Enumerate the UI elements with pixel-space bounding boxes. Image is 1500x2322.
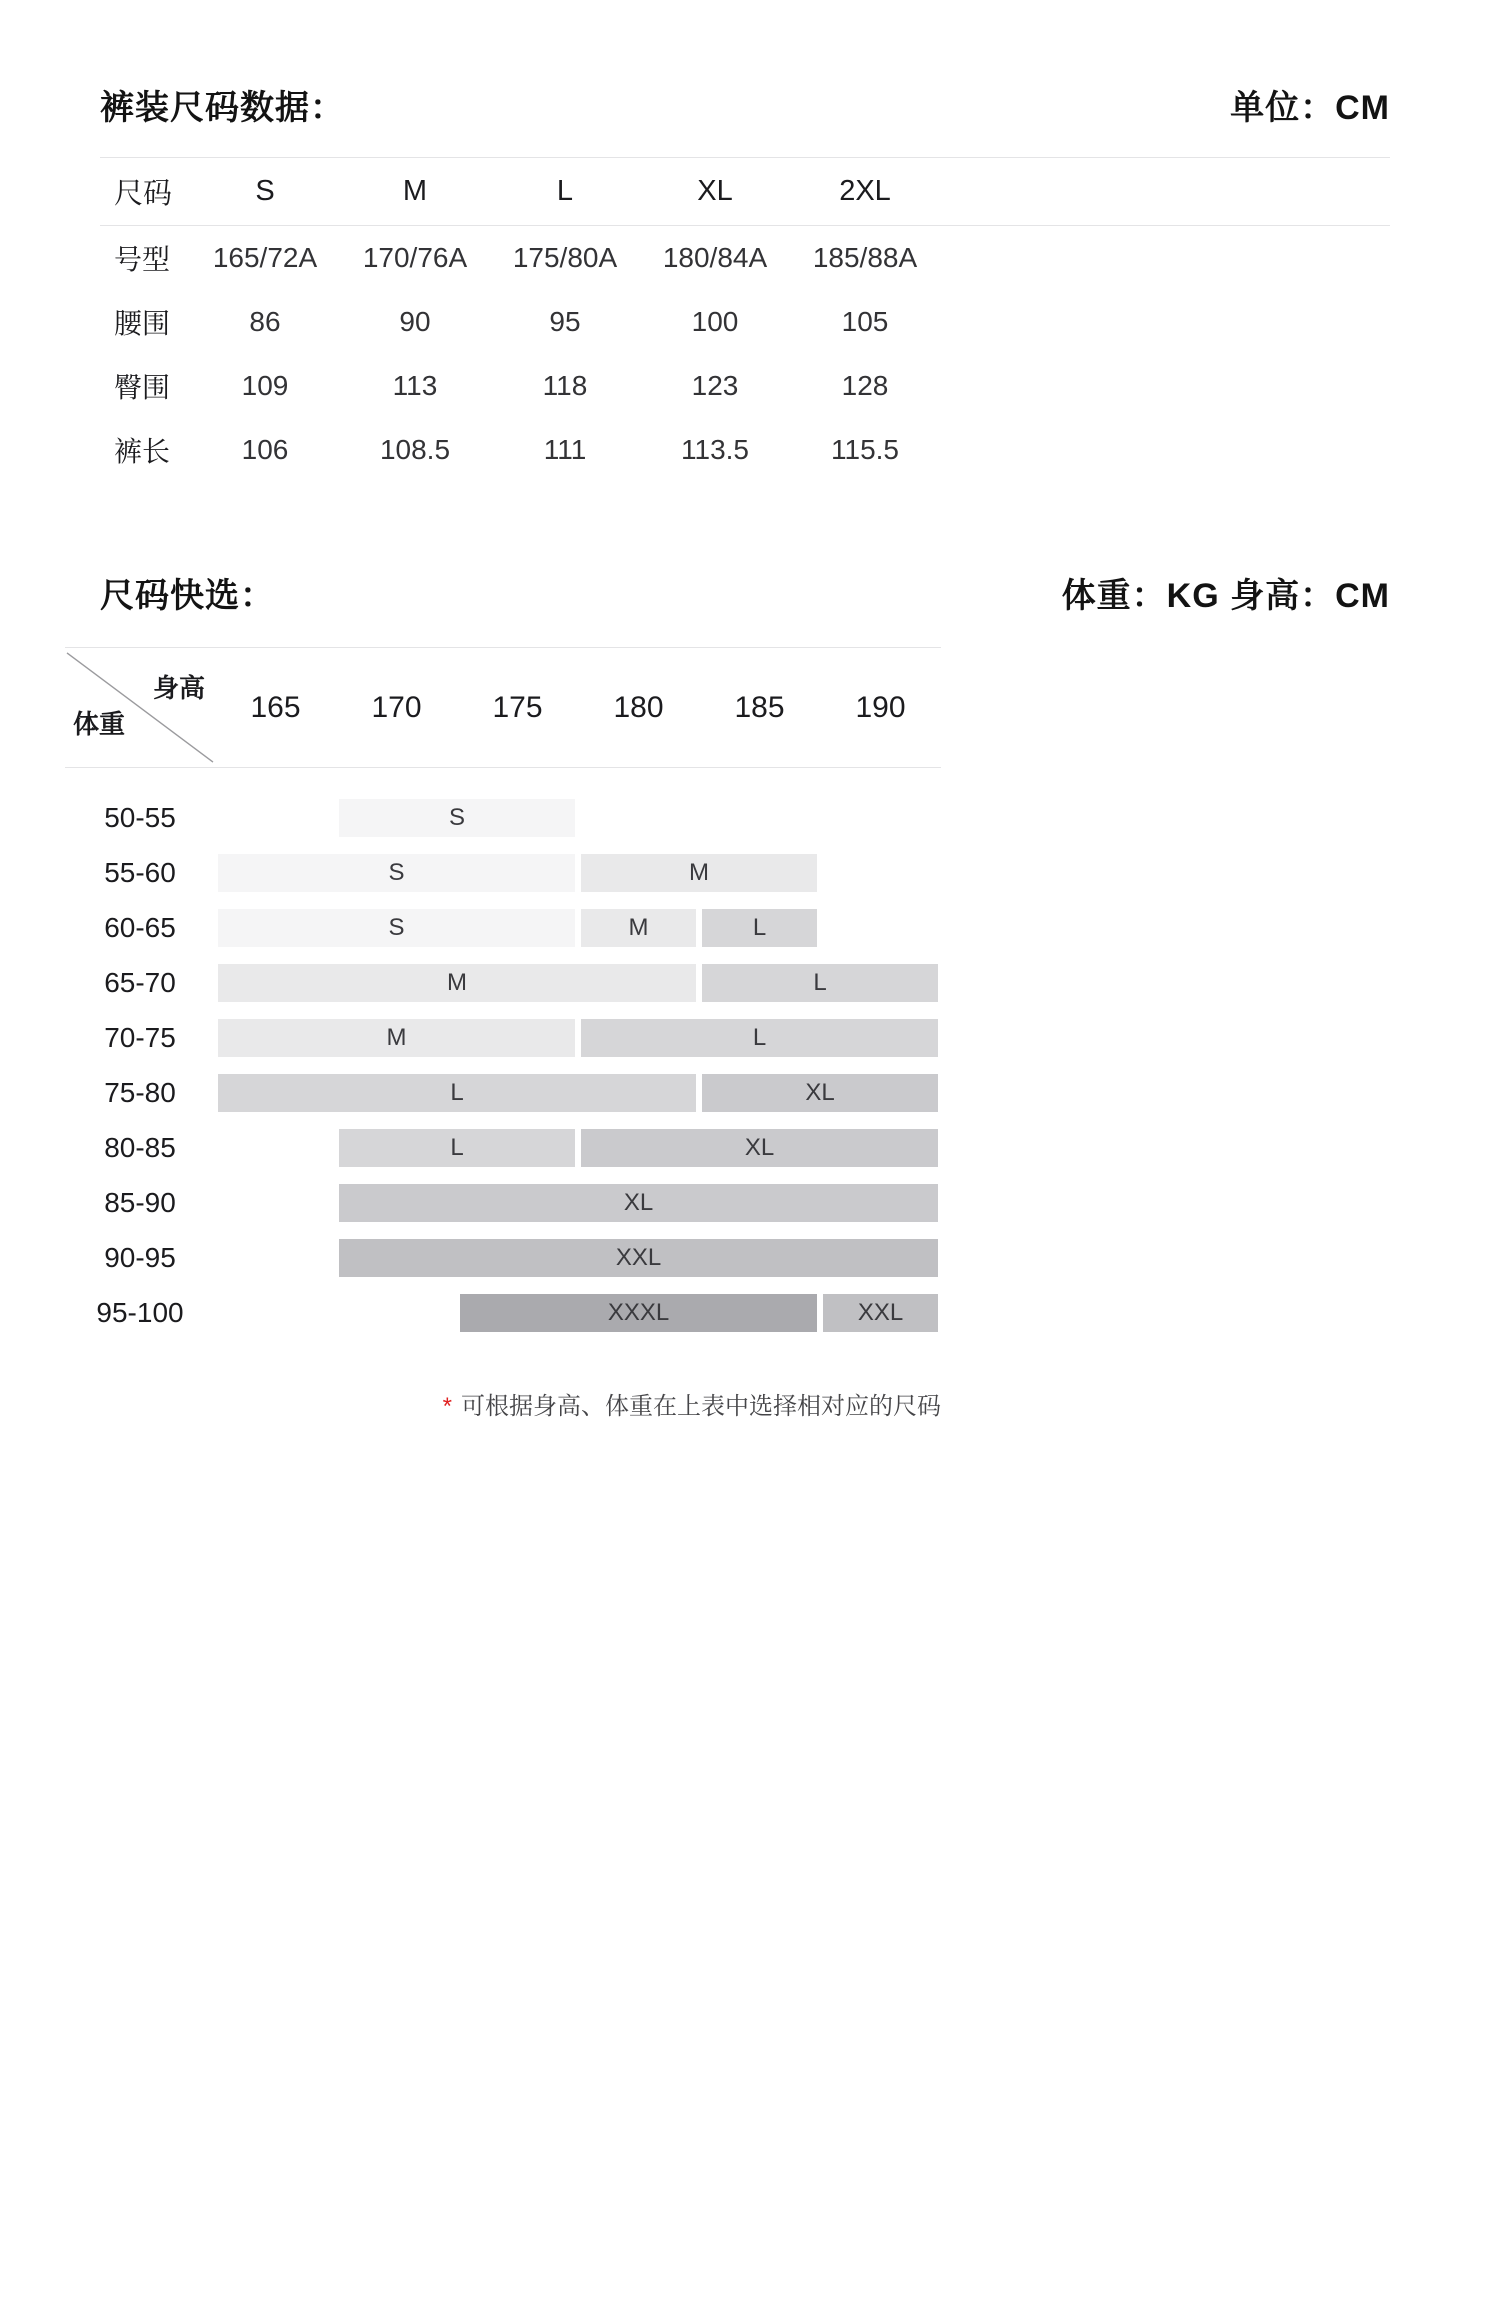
pants-value-cell: 113 xyxy=(392,370,438,401)
pants-row-label: 腰围 xyxy=(114,308,171,339)
weight-range-label: 70-75 xyxy=(104,1021,176,1053)
footnote-asterisk: * xyxy=(442,1393,452,1420)
quick-select-row xyxy=(65,790,941,845)
height-column-header: 175 xyxy=(492,690,543,724)
quick-select-row xyxy=(65,1230,941,1285)
pants-table-unit-label: 单位：CM xyxy=(1230,89,1390,127)
pants-size-header: L xyxy=(556,175,574,207)
pants-table-section-header xyxy=(100,0,1390,129)
corner-cell xyxy=(65,648,215,767)
corner-label-weight: 体重 xyxy=(73,709,126,739)
quick-select-row xyxy=(65,845,941,900)
size-band: S xyxy=(218,854,575,892)
height-column-header: 180 xyxy=(613,690,664,724)
quick-select-row xyxy=(65,900,941,955)
size-band: L xyxy=(702,964,938,1002)
height-column-header: 170 xyxy=(371,690,422,724)
height-column-header: 165 xyxy=(250,690,301,724)
weight-range-label: 60-65 xyxy=(104,911,176,943)
pants-table-row xyxy=(100,226,1390,290)
pants-value-cell: 106 xyxy=(241,434,289,465)
size-band: M xyxy=(218,1019,575,1057)
corner-label-height: 身高 xyxy=(152,673,205,703)
pants-value-cell: 170/76A xyxy=(362,242,468,273)
size-band: XXL xyxy=(823,1294,938,1332)
quick-select-row xyxy=(65,1120,941,1175)
pants-row-label: 臀围 xyxy=(114,372,171,403)
pants-value-cell: 115.5 xyxy=(831,434,899,465)
pants-value-cell: 108.5 xyxy=(379,434,451,465)
pants-value-cell: 175/80A xyxy=(512,242,618,273)
pants-value-cell: 111 xyxy=(543,434,587,465)
pants-value-cell: 86 xyxy=(249,306,281,337)
size-band: XXL xyxy=(339,1239,938,1277)
pants-value-cell: 100 xyxy=(691,306,739,337)
weight-range-label: 80-85 xyxy=(104,1131,176,1163)
pants-row-label: 裤长 xyxy=(114,436,171,467)
weight-range-label: 65-70 xyxy=(104,966,176,998)
size-band: M xyxy=(581,854,817,892)
footnote xyxy=(65,1386,941,1421)
quick-select-row xyxy=(65,955,941,1010)
quick-select-table xyxy=(65,647,941,1340)
pants-header-label: 尺码 xyxy=(114,178,173,210)
quick-select-title: 尺码快选： xyxy=(100,577,275,615)
height-column-header: 185 xyxy=(734,690,785,724)
size-band: XL xyxy=(339,1184,938,1222)
pants-size-header: S xyxy=(255,175,275,207)
pants-table-row xyxy=(100,418,1390,482)
size-band: L xyxy=(339,1129,575,1167)
pants-table-row xyxy=(100,354,1390,418)
size-band: S xyxy=(218,909,575,947)
pants-table-header-row xyxy=(100,158,1390,226)
quick-select-row xyxy=(65,1065,941,1120)
height-column-header: 190 xyxy=(855,690,906,724)
quick-select-section-header xyxy=(100,568,1390,617)
weight-range-label: 85-90 xyxy=(104,1186,176,1218)
size-band: L xyxy=(218,1074,696,1112)
pants-value-cell: 123 xyxy=(691,370,739,401)
size-band: XL xyxy=(581,1129,938,1167)
weight-range-label: 50-55 xyxy=(104,801,176,833)
weight-range-label: 95-100 xyxy=(96,1296,184,1328)
pants-value-cell: 109 xyxy=(241,370,289,401)
size-band: XXXL xyxy=(460,1294,817,1332)
pants-row-label: 号型 xyxy=(114,244,171,275)
pants-table-title: 裤装尺码数据： xyxy=(100,89,345,127)
size-band: S xyxy=(339,799,575,837)
size-band: M xyxy=(218,964,696,1002)
pants-value-cell: 185/88A xyxy=(812,242,918,273)
weight-range-label: 75-80 xyxy=(104,1076,176,1108)
quick-select-row xyxy=(65,1175,941,1230)
pants-size-table xyxy=(100,157,1390,482)
size-band: XL xyxy=(702,1074,938,1112)
size-band: L xyxy=(581,1019,938,1057)
quick-select-row xyxy=(65,1010,941,1065)
pants-value-cell: 90 xyxy=(399,306,431,337)
pants-value-cell: 95 xyxy=(549,306,581,337)
weight-range-label: 55-60 xyxy=(104,856,176,888)
pants-value-cell: 165/72A xyxy=(212,242,318,273)
quick-table-body xyxy=(65,768,941,1340)
quick-select-row xyxy=(65,1285,941,1340)
pants-value-cell: 113.5 xyxy=(681,434,749,465)
pants-value-cell: 118 xyxy=(542,370,588,401)
pants-value-cell: 180/84A xyxy=(662,242,768,273)
pants-size-header: 2XL xyxy=(839,175,891,207)
quick-select-unit-label: 体重：KG 身高：CM xyxy=(1061,577,1390,615)
weight-range-label: 90-95 xyxy=(104,1241,176,1273)
quick-table-header-row xyxy=(65,648,941,768)
size-band: L xyxy=(702,909,817,947)
pants-value-cell: 128 xyxy=(841,370,889,401)
pants-value-cell: 105 xyxy=(841,306,889,337)
pants-size-header: XL xyxy=(697,175,733,207)
pants-table-row xyxy=(100,290,1390,354)
pants-size-header: M xyxy=(402,175,428,207)
footnote-text: 可根据身高、体重在上表中选择相对应的尺码 xyxy=(461,1393,941,1420)
size-band: M xyxy=(581,909,696,947)
